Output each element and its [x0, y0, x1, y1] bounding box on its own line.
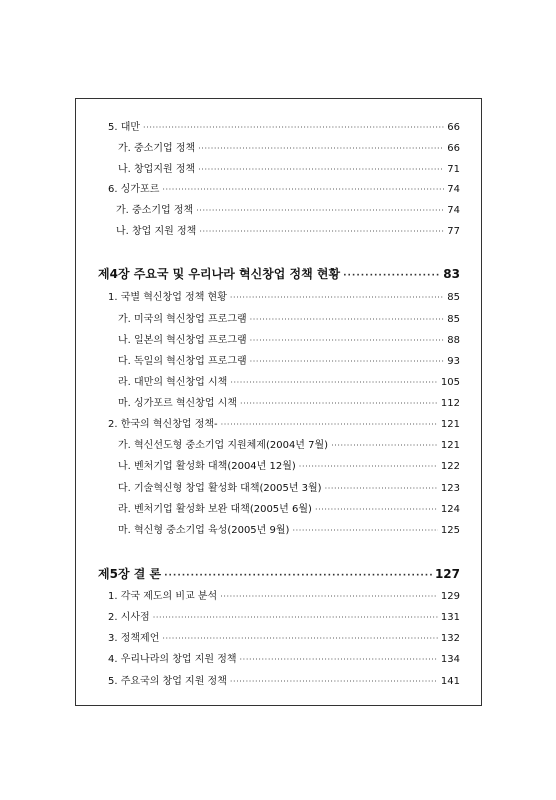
toc-label: 나. 벤처기업 활성화 대책(2004년 12월) [118, 461, 296, 472]
toc-entry-tech-startup-activation [118, 482, 460, 496]
toc-label: 2. 한국의 혁신창업 정책- [108, 419, 218, 430]
toc-entry-major-countries-startup-support [108, 675, 460, 689]
dot-leader [250, 313, 445, 327]
toc-chapter-title: 제4장 주요국 및 우리나라 혁신창업 정책 현황 [98, 267, 341, 281]
toc-label: 6. 싱가포르 [108, 184, 160, 195]
toc-page-number: 122 [440, 461, 460, 472]
toc-entry-implications [108, 611, 460, 625]
toc-entry-singapore-startup-policy [116, 225, 460, 239]
toc-label: 가. 미국의 혁신창업 프로그램 [118, 314, 247, 325]
toc-label: 3. 정책제언 [108, 633, 160, 644]
dot-leader [199, 225, 444, 239]
toc-entry-by-country [108, 291, 460, 305]
dot-leader [220, 590, 438, 604]
toc-entry-singapore [108, 183, 460, 197]
toc-entry-policy-proposals [108, 632, 460, 646]
toc-label: 마. 싱가포르 혁신창업 시책 [118, 398, 237, 409]
toc-label: 가. 중소기업 정책 [118, 143, 196, 154]
toc-entry-innovation-leading-sme [118, 439, 460, 453]
toc-page-number: 85 [447, 292, 460, 303]
toc-page-number: 93 [447, 356, 460, 367]
toc-entry-innovative-sme-support [118, 524, 460, 538]
toc-chapter-5 [98, 566, 460, 584]
dot-leader [315, 503, 438, 517]
toc-chapter-4 [98, 266, 460, 284]
toc-entry-taiwan [108, 121, 460, 135]
dot-leader [198, 142, 444, 156]
toc-label: 4. 우리나라의 창업 지원 정책 [108, 654, 237, 665]
toc-label: 나. 창업지원 정책 [118, 164, 196, 175]
dot-leader [162, 183, 444, 197]
dot-leader [230, 291, 444, 305]
toc-page-number: 121 [440, 440, 460, 451]
toc-label: 마. 혁신형 중소기업 육성(2005년 9월) [118, 525, 290, 536]
toc-entry-singapore-measures [118, 397, 460, 411]
toc-page-number: 124 [440, 504, 460, 515]
dot-leader [143, 121, 444, 135]
toc-page-number: 123 [440, 483, 460, 494]
toc-page-number: 112 [440, 398, 460, 409]
toc-page-number: 66 [447, 143, 460, 154]
toc-page-number: 77 [447, 226, 460, 237]
toc-entry-taiwan-sme-policy [118, 142, 460, 156]
dot-leader [325, 482, 438, 496]
dot-leader [164, 568, 432, 584]
dot-leader [198, 163, 444, 177]
toc-entry-korea-startup-support [108, 653, 460, 667]
toc-page-number: 71 [447, 164, 460, 175]
dot-leader [153, 611, 438, 625]
toc-page-number: 88 [447, 335, 460, 346]
toc-label: 나. 창업 지원 정책 [116, 226, 197, 237]
toc-entry-us-program [118, 313, 460, 327]
toc-page-number: 127 [434, 567, 460, 581]
toc-page-number: 66 [447, 122, 460, 133]
toc-entry-venture-activation [118, 460, 460, 474]
dot-leader [343, 268, 440, 284]
toc-page-number: 85 [447, 314, 460, 325]
toc-page-number: 129 [440, 591, 460, 602]
toc-page-number: 141 [440, 676, 460, 687]
toc-label: 다. 기술혁신형 창업 활성화 대책(2005년 3월) [118, 483, 322, 494]
dot-leader [230, 675, 438, 689]
toc-label: 1. 각국 제도의 비교 분석 [108, 591, 218, 602]
toc-label: 다. 독일의 혁신창업 프로그램 [118, 356, 247, 367]
toc-entry-singapore-sme-policy [116, 204, 460, 218]
dot-leader [240, 397, 438, 411]
toc-page-number: 131 [440, 612, 460, 623]
toc-entry-venture-supplement [118, 503, 460, 517]
dot-leader [250, 334, 445, 348]
dot-leader [230, 376, 438, 390]
dot-leader [250, 355, 445, 369]
toc-entry-korea-policy [108, 418, 460, 432]
toc-entry-taiwan-measures [118, 376, 460, 390]
toc-label: 5. 대만 [108, 122, 141, 133]
toc-label: 5. 주요국의 창업 지원 정책 [108, 676, 227, 687]
toc-entry-germany-program [118, 355, 460, 369]
toc-page-number: 74 [447, 205, 460, 216]
dot-leader [240, 653, 438, 667]
toc-page-number: 125 [440, 525, 460, 536]
toc-entry-japan-program [118, 334, 460, 348]
toc-label: 2. 시사점 [108, 612, 150, 623]
toc-label: 라. 대만의 혁신창업 시책 [118, 377, 228, 388]
toc-chapter-title: 제5장 결 론 [98, 567, 162, 581]
toc-page-number: 134 [440, 654, 460, 665]
dot-leader [331, 439, 438, 453]
toc-page-number: 132 [440, 633, 460, 644]
toc-page-number: 105 [440, 377, 460, 388]
dot-leader [221, 418, 438, 432]
dot-leader [292, 524, 437, 538]
toc-entry-comparison [108, 590, 460, 604]
toc-label: 1. 국별 혁신창업 정책 현황 [108, 292, 227, 303]
toc-page-number: 121 [440, 419, 460, 430]
toc-label: 가. 혁신선도형 중소기업 지원체제(2004년 7월) [118, 440, 329, 451]
toc-label: 가. 중소기업 정책 [116, 205, 194, 216]
toc-entry-taiwan-startup-policy [118, 163, 460, 177]
dot-leader [196, 204, 444, 218]
toc-label: 나. 일본의 혁신창업 프로그램 [118, 335, 247, 346]
toc-page-number: 83 [443, 267, 460, 281]
toc-label: 라. 벤처기업 활성화 보완 대책(2005년 6월) [118, 504, 312, 515]
dot-leader [162, 632, 438, 646]
toc-page-number: 74 [447, 184, 460, 195]
dot-leader [299, 460, 438, 474]
